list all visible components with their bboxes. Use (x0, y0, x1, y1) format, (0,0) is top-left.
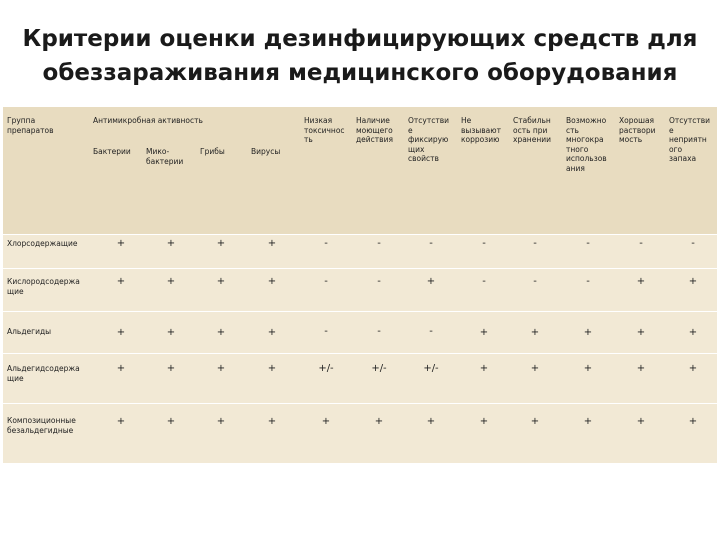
table-cell: + (116, 327, 126, 338)
table-cell: + (116, 363, 126, 374)
table-cell: +/- (423, 363, 439, 374)
table-cell: - (324, 326, 328, 337)
table-cell: + (636, 327, 646, 338)
table-cell: + (267, 416, 277, 427)
table-cell: - (429, 238, 433, 249)
table-cell: - (533, 238, 537, 249)
table-cell: - (377, 326, 381, 337)
table-cell: - (377, 238, 381, 249)
table-cell: + (583, 327, 593, 338)
table-cell: - (324, 276, 328, 287)
table-cell: + (426, 416, 436, 427)
table-cell: + (166, 238, 176, 249)
row-label-aldehyde-containing: Альдегидсодержа щие (7, 364, 80, 383)
table-cell: + (688, 276, 698, 287)
row-separator (3, 234, 717, 235)
header-solubility: Хорошая раствори мость (619, 116, 656, 144)
table-cell: + (216, 276, 226, 287)
table-cell: +/- (371, 363, 387, 374)
table-cell: + (530, 416, 540, 427)
table-cell: + (636, 416, 646, 427)
table-cell: - (586, 276, 590, 287)
row-label-composite: Композиционные безальдегидные (7, 416, 76, 435)
table-cell: + (166, 416, 176, 427)
table-cell: - (377, 276, 381, 287)
row-label-chlorine: Хлорсодержащие (7, 239, 78, 248)
table-cell: - (691, 238, 695, 249)
row-label-aldehydes: Альдегиды (7, 327, 52, 336)
table-cell: + (479, 327, 489, 338)
table-cell: + (267, 363, 277, 374)
table-cell: - (324, 238, 328, 249)
row-label-oxygen: Кислородсодержа щие (7, 277, 80, 296)
table-cell: + (166, 363, 176, 374)
table-cell: + (688, 416, 698, 427)
table-cell: - (586, 238, 590, 249)
table-cell: + (479, 416, 489, 427)
criteria-table (3, 107, 717, 463)
table-cell: - (482, 276, 486, 287)
row-separator (3, 353, 717, 354)
table-cell: + (166, 276, 176, 287)
header-fungi: Грибы (200, 147, 225, 156)
table-cell: + (426, 276, 436, 287)
table-cell: + (479, 363, 489, 374)
row-separator (3, 268, 717, 269)
table-cell: - (482, 238, 486, 249)
header-viruses: Вирусы (251, 147, 281, 156)
table-cell: + (688, 327, 698, 338)
table-cell: + (374, 416, 384, 427)
header-no-fixing-properties: Отсутстви е фиксирую щих свойств (408, 116, 449, 163)
header-storage-stability: Стабильн ость при хранении (513, 116, 551, 144)
header-antimicrobial-activity: Антимикробная активность (93, 116, 203, 125)
table-cell: + (216, 363, 226, 374)
table-cell: + (636, 276, 646, 287)
header-reusability: Возможно сть многокра тного использов ания (566, 116, 607, 173)
table-cell: + (216, 238, 226, 249)
table-cell: - (533, 276, 537, 287)
table-cell: + (116, 238, 126, 249)
header-cleaning-action: Наличие моющего действия (356, 116, 393, 144)
table-cell: + (267, 276, 277, 287)
table-cell: + (688, 363, 698, 374)
table-cell: - (639, 238, 643, 249)
table-cell: + (267, 327, 277, 338)
slide-title: Критерии оценки дезинфицирующих средств для обеззараживания медицинского оборудования (22, 26, 698, 86)
header-group: Группа препаратов (7, 116, 54, 135)
table-cell: + (583, 363, 593, 374)
table-cell: + (530, 327, 540, 338)
header-low-toxicity: Низкая токсичнос ть (304, 116, 345, 144)
table-cell: - (429, 326, 433, 337)
row-separator (3, 311, 717, 312)
table-cell: + (267, 238, 277, 249)
header-mycobacteria: Мико- бактерии (146, 147, 184, 166)
header-no-corrosion: Не вызывают коррозию (461, 116, 501, 144)
row-separator (3, 403, 717, 404)
table-cell: + (530, 363, 540, 374)
table-cell: + (583, 416, 593, 427)
table-cell: + (116, 416, 126, 427)
table-cell: + (216, 416, 226, 427)
header-bacteria: Бактерии (93, 147, 131, 156)
table-cell: + (166, 327, 176, 338)
header-no-odor: Отсутстви е неприятн ого запаха (669, 116, 710, 163)
table-cell: + (216, 327, 226, 338)
table-cell: + (116, 276, 126, 287)
table-cell: + (636, 363, 646, 374)
table-cell: + (321, 416, 331, 427)
table-cell: +/- (318, 363, 334, 374)
